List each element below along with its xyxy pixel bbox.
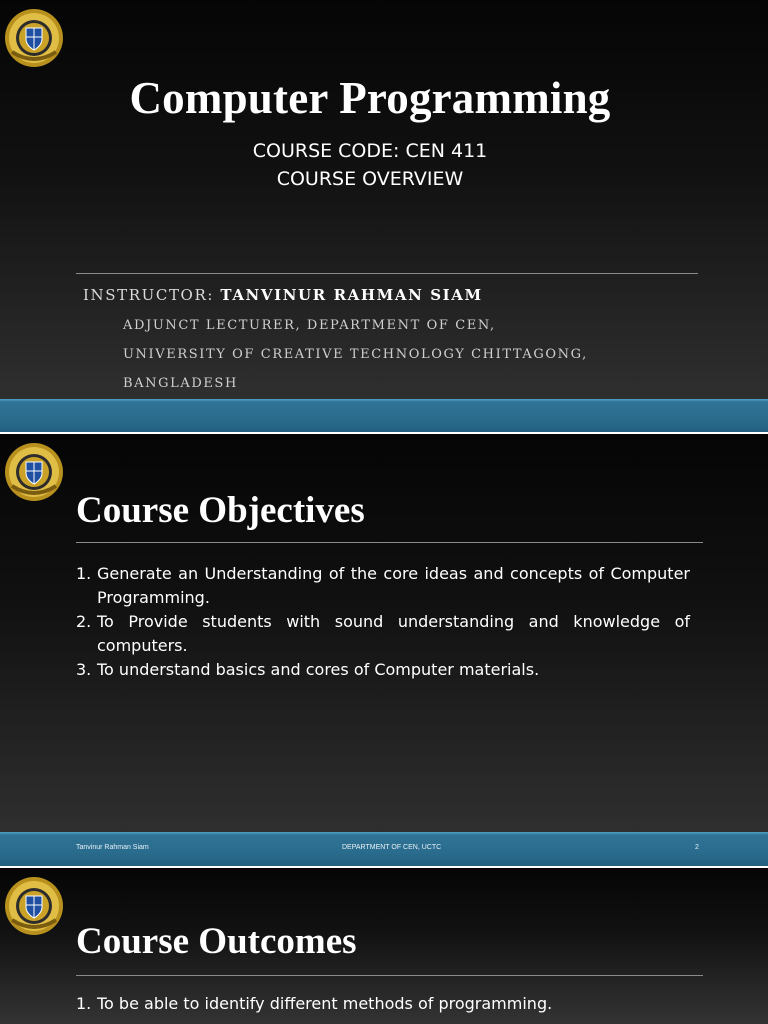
affiliation-line-3: BANGLADESH [123, 376, 238, 391]
slide-title [0, 0, 768, 432]
list-number: 1. [76, 994, 92, 1013]
footer-bar [0, 399, 768, 432]
section-title: Course Objectives [76, 490, 365, 531]
list-item [76, 658, 690, 682]
divider [76, 975, 703, 976]
outcomes-list [76, 992, 690, 1016]
list-text: To be able to identify different methods of programming. [97, 994, 553, 1013]
slide-outcomes [0, 868, 768, 1024]
course-code: COURSE CODE: CEN 411 [252, 140, 488, 162]
divider [76, 542, 703, 543]
university-crest-icon [4, 8, 64, 68]
list-number: 3. [76, 660, 92, 679]
footer-page-number: 2 [695, 844, 699, 851]
affiliation-line-1: ADJUNCT LECTURER, DEPARTMENT OF CEN, [123, 318, 496, 333]
university-crest-icon [4, 876, 64, 936]
list-number: 2. [76, 612, 92, 631]
affiliation-line-2: UNIVERSITY OF CREATIVE TECHNOLOGY CHITTAGONG, [123, 347, 588, 362]
section-title: Course Outcomes [76, 921, 357, 962]
list-item [76, 562, 690, 610]
list-text: Generate an Understanding of the core ideas and concepts of Computer Programming. [97, 564, 690, 607]
instructor-name: TANVINUR RAHMAN SIAM [220, 286, 483, 304]
page-title: Computer Programming [129, 73, 611, 123]
footer-department: DEPARTMENT OF CEN, UCTC [342, 844, 442, 851]
divider [76, 273, 698, 274]
list-item [76, 610, 690, 658]
university-crest-icon [4, 442, 64, 502]
list-number: 1. [76, 564, 92, 583]
instructor-label: INSTRUCTOR: [83, 286, 214, 304]
slide-objectives [0, 434, 768, 866]
course-overview: COURSE OVERVIEW [276, 168, 464, 190]
list-item [76, 992, 690, 1016]
list-text: To Provide students with sound understanding and knowledge of computers. [97, 612, 690, 655]
footer-bar [0, 832, 768, 866]
footer-author: Tanvinur Rahman Siam [76, 844, 149, 851]
objectives-list [76, 562, 690, 682]
list-text: To understand basics and cores of Computer materials. [97, 660, 540, 679]
instructor-line [83, 286, 483, 304]
